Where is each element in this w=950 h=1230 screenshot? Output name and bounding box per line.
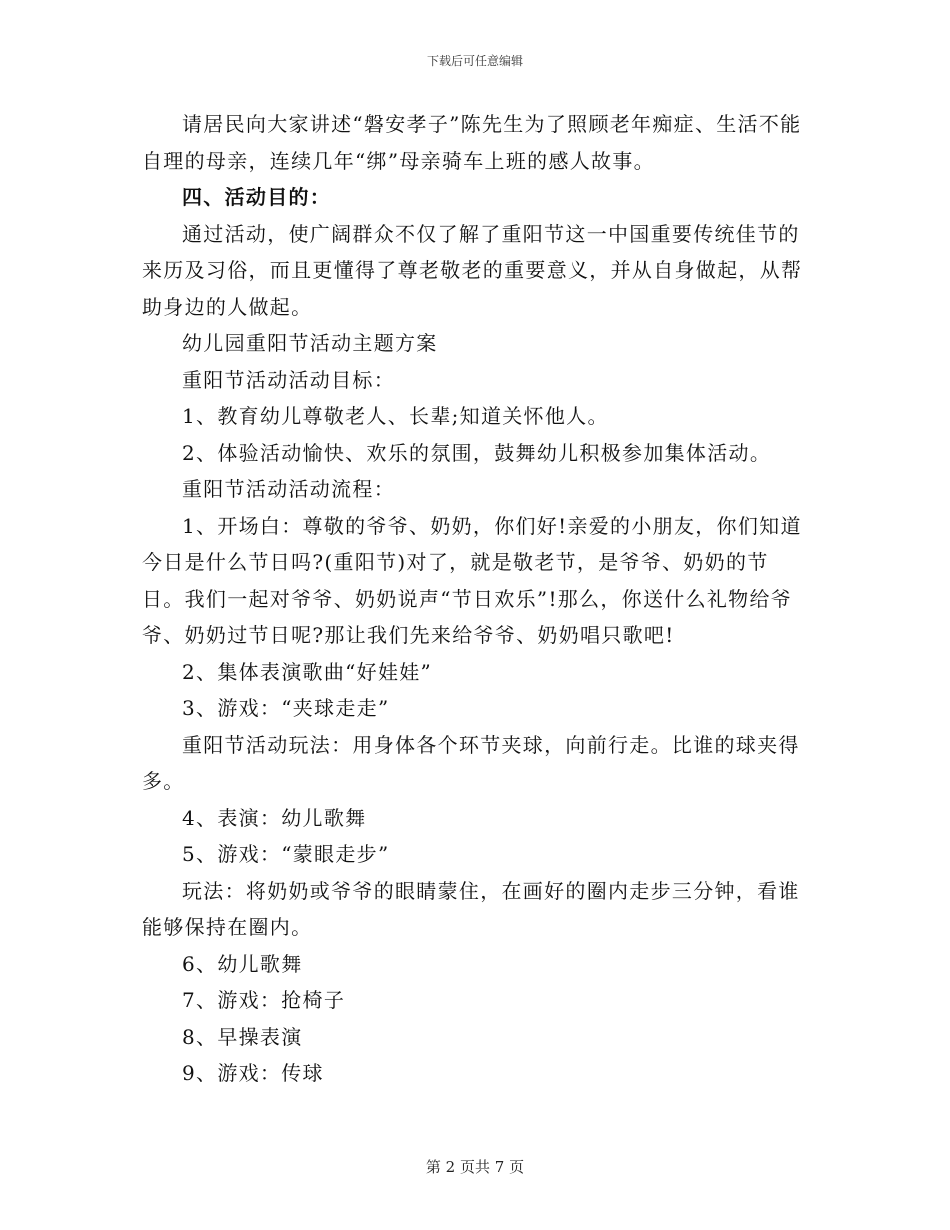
paragraph-flow-heading: 重阳节活动活动流程： <box>182 477 395 501</box>
paragraph-purpose: 通过活动，使广阔群众不仅了解了重阳节这一中国重要传统佳节的来历及习俗，而且更懂得了尊老敬老的重要意义，并从自身做起，从帮助身边的人做起。 <box>142 221 803 319</box>
list-item-flow-7: 7、游戏：抢椅子 <box>182 988 346 1012</box>
list-item-goal-1: 1、教育幼儿尊敬老人、长辈;知道关怀他人。 <box>182 404 609 428</box>
page-header: 下载后可任意编辑 <box>426 54 523 68</box>
paragraph-game-rules-2: 玩法：将奶奶或爷爷的眼睛蒙住，在画好的圈内走步三分钟，看谁能够保持在圈内。 <box>142 878 800 939</box>
list-item-flow-9: 9、游戏：传球 <box>182 1061 324 1085</box>
list-item-goal-2: 2、体验活动愉快、欢乐的氛围，鼓舞幼儿积极参加集体活动。 <box>182 440 772 465</box>
list-item-flow-2: 2、集体表演歌曲“好娃娃” <box>182 659 433 684</box>
paragraph-plan-title: 幼儿园重阳节活动主题方案 <box>182 331 438 355</box>
section-heading-purpose: 四、活动目的： <box>182 185 332 209</box>
list-item-flow-5: 5、游戏：“蒙眼走步” <box>182 842 390 866</box>
list-item-flow-4: 4、表演：幼儿歌舞 <box>182 805 367 830</box>
list-item-flow-3: 3、游戏：“夹球走走” <box>182 696 390 720</box>
page-footer: 第 2 页共 7 页 <box>425 1158 525 1176</box>
paragraph-game-rules-1: 重阳节活动玩法：用身体各个环节夹球，向前行走。比谁的球夹得多。 <box>142 732 800 793</box>
document-body <box>142 106 808 1092</box>
paragraph-goals-heading: 重阳节活动活动目标： <box>182 367 395 392</box>
list-item-flow-6: 6、幼儿歌舞 <box>182 951 303 976</box>
list-item-flow-1: 1、开场白：尊敬的爷爷、奶奶，你们好!亲爱的小朋友，你们知道今日是什么节日吗?(重阳节)对了，就是敬老节，是爷爷、奶奶的节日。我们一起对爷爷、奶奶说声“节日欢乐”!那么，你送什么礼物给爷爷、奶奶过节日呢?那让我们先来给爷爷、奶奶唱只歌吧! <box>142 513 802 647</box>
paragraph-story: 请居民向大家讲述“磐安孝子”陈先生为了照顾老年痴症、生活不能自理的母亲，连续几年“绑”母亲骑车上班的感人故事。 <box>142 112 802 173</box>
list-item-flow-8: 8、早操表演 <box>182 1024 303 1049</box>
